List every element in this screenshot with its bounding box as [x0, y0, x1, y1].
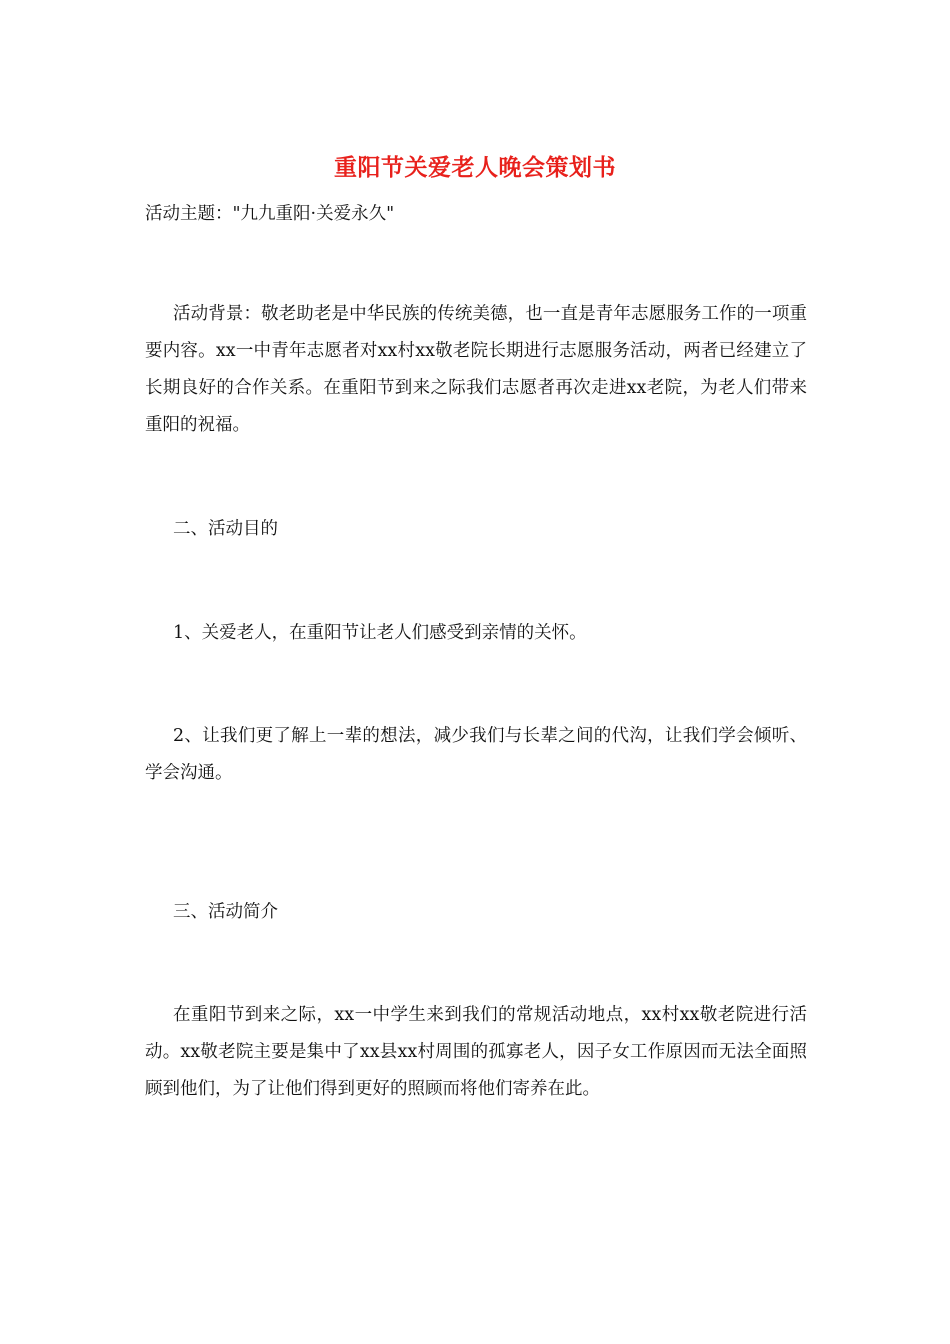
activity-introduction-paragraph: 在重阳节到来之际，xx一中学生来到我们的常规活动地点，xx村xx敬老院进行活动。xx敬老院主要是集中了xx县xx村周围的孤寡老人，因子女工作原因而无法全面照顾到他们，为了让他们得到更好的照顾而将他们寄养在此。: [145, 1005, 807, 1099]
document-title: 重阳节关爱老人晚会策划书: [334, 154, 616, 181]
section-heading-purpose: 二、活动目的: [173, 519, 278, 539]
section-heading-introduction: 三、活动简介: [173, 902, 278, 922]
activity-theme: 活动主题："九九重阳·关爱永久": [145, 204, 395, 224]
purpose-item-2: 2、让我们更了解上一辈的想法，减少我们与长辈之间的代沟，让我们学会倾听、学会沟通。: [145, 726, 807, 783]
purpose-item-1: 1、关爱老人，在重阳节让老人们感受到亲情的关怀。: [173, 623, 587, 643]
activity-background-paragraph: 活动背景：敬老助老是中华民族的传统美德，也一直是青年志愿服务工作的一项重要内容。xx一中青年志愿者对xx村xx敬老院长期进行志愿服务活动，两者已经建立了长期良好的合作关系。在重阳节到来之际我们志愿者再次走进xx老院，为老人们带来重阳的祝福。: [145, 304, 807, 435]
